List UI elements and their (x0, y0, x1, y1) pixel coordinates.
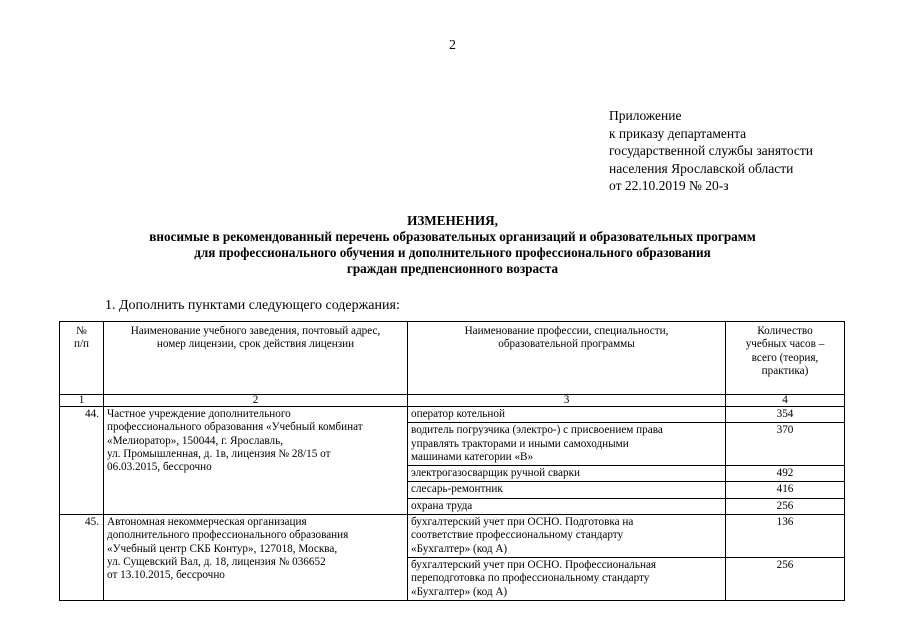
program-cell (408, 498, 726, 514)
intro-paragraph: 1. Дополнить пунктами следующего содержания: (105, 298, 400, 313)
program-cell (408, 466, 726, 482)
hours-cell: 370 (726, 423, 845, 466)
appendix-line: населения Ярославской области (609, 160, 794, 176)
institution-line: «Учебный центр СКБ Контур», 127018, Москва, (107, 542, 338, 555)
header-institution (104, 322, 408, 395)
institution-line: от 13.10.2015, бессрочно (107, 569, 225, 582)
program-cell (408, 557, 726, 600)
appendix-line: от 22.10.2019 № 20-з (609, 178, 729, 194)
document-title (0, 213, 905, 277)
program-line: охрана труда (411, 499, 473, 512)
column-number: 3 (408, 395, 726, 407)
hours-cell: 136 (726, 515, 845, 558)
institution-line: профессионального образования «Учебный комбинат (107, 421, 363, 434)
appendix-block (609, 107, 813, 195)
institution-line: ул. Промышленная, д. 1в, лицензия № 28/15 от (107, 447, 331, 460)
hours-cell: 492 (726, 466, 845, 482)
appendix-line: Приложение (609, 108, 682, 123)
title-heading: ИЗМЕНЕНИЯ, (407, 213, 498, 228)
table-row (60, 515, 845, 558)
header-hours-line: учебных часов – (745, 338, 825, 351)
program-line: «Бухгалтер» (код А) (411, 542, 508, 555)
program-cell (408, 482, 726, 498)
header-num (60, 322, 104, 395)
appendix-line: к приказу департамента (609, 125, 747, 141)
column-number: 4 (726, 395, 845, 407)
program-cell (408, 407, 726, 423)
institution-line: дополнительного профессионального образования (107, 529, 349, 542)
programs-table (59, 321, 845, 601)
header-program (408, 322, 726, 395)
hours-cell: 354 (726, 407, 845, 423)
program-line: переподготовка по профессиональному стандарту (411, 572, 650, 585)
header-program-line: образовательной программы (498, 338, 635, 351)
table-header-row (60, 322, 845, 395)
column-numbers-row (60, 395, 845, 407)
column-number: 2 (104, 395, 408, 407)
institution-line: Автономная некоммерческая организация (107, 516, 307, 529)
header-institution-line: номер лицензии, срок действия лицензии (156, 338, 355, 351)
appendix-line: государственной службы занятости (609, 143, 814, 159)
row-number: 44. (60, 407, 104, 515)
title-line: граждан предпенсионного возраста (346, 261, 559, 276)
header-hours-line: Количество (757, 325, 813, 337)
hours-cell: 256 (726, 498, 845, 514)
program-line: управлять тракторами и иными самоходными (411, 437, 629, 450)
program-cell (408, 423, 726, 466)
program-line: слесарь-ремонтник (411, 483, 503, 496)
hours-cell: 256 (726, 557, 845, 600)
header-hours-line: всего (теория, (751, 351, 819, 364)
header-hours-line: практика) (761, 364, 809, 377)
header-num-line: № (76, 325, 87, 337)
column-number: 1 (60, 395, 104, 407)
program-line: бухгалтерский учет при ОСНО. Подготовка на (411, 516, 634, 529)
institution-line: «Мелиоратор», 150044, г. Ярославль, (107, 434, 284, 447)
header-num-line: п/п (73, 338, 90, 351)
header-program-line: Наименование профессии, специальности, (464, 325, 669, 337)
page-number: 2 (449, 38, 456, 53)
program-line: соответствие профессиональному стандарту (411, 529, 624, 542)
row-number: 45. (60, 515, 104, 601)
program-line: машинами категории «В» (411, 450, 534, 463)
program-line: водитель погрузчика (электро-) с присвоением права (411, 424, 663, 437)
program-line: электрогазосварщик ручной сварки (411, 467, 581, 480)
title-line: для профессионального обучения и дополнительного профессионального образования (194, 245, 711, 260)
program-cell (408, 515, 726, 558)
program-line: бухгалтерский учет при ОСНО. Профессиональная (411, 558, 657, 571)
institution-cell (104, 515, 408, 601)
table-row (60, 407, 845, 423)
institution-line: Частное учреждение дополнительного (107, 408, 291, 420)
header-hours (726, 322, 845, 395)
program-line: «Бухгалтер» (код А) (411, 585, 508, 598)
hours-cell: 416 (726, 482, 845, 498)
header-institution-line: Наименование учебного заведения, почтовый адрес, (130, 325, 381, 337)
program-line: оператор котельной (411, 408, 505, 420)
institution-line: ул. Сущевский Вал, д. 18, лицензия № 036652 (107, 555, 326, 568)
institution-line: 06.03.2015, бессрочно (107, 461, 212, 474)
institution-cell (104, 407, 408, 515)
programs-table-wrapper (59, 321, 845, 601)
title-line: вносимые в рекомендованный перечень образовательных организаций и образовательных программ (149, 229, 756, 244)
